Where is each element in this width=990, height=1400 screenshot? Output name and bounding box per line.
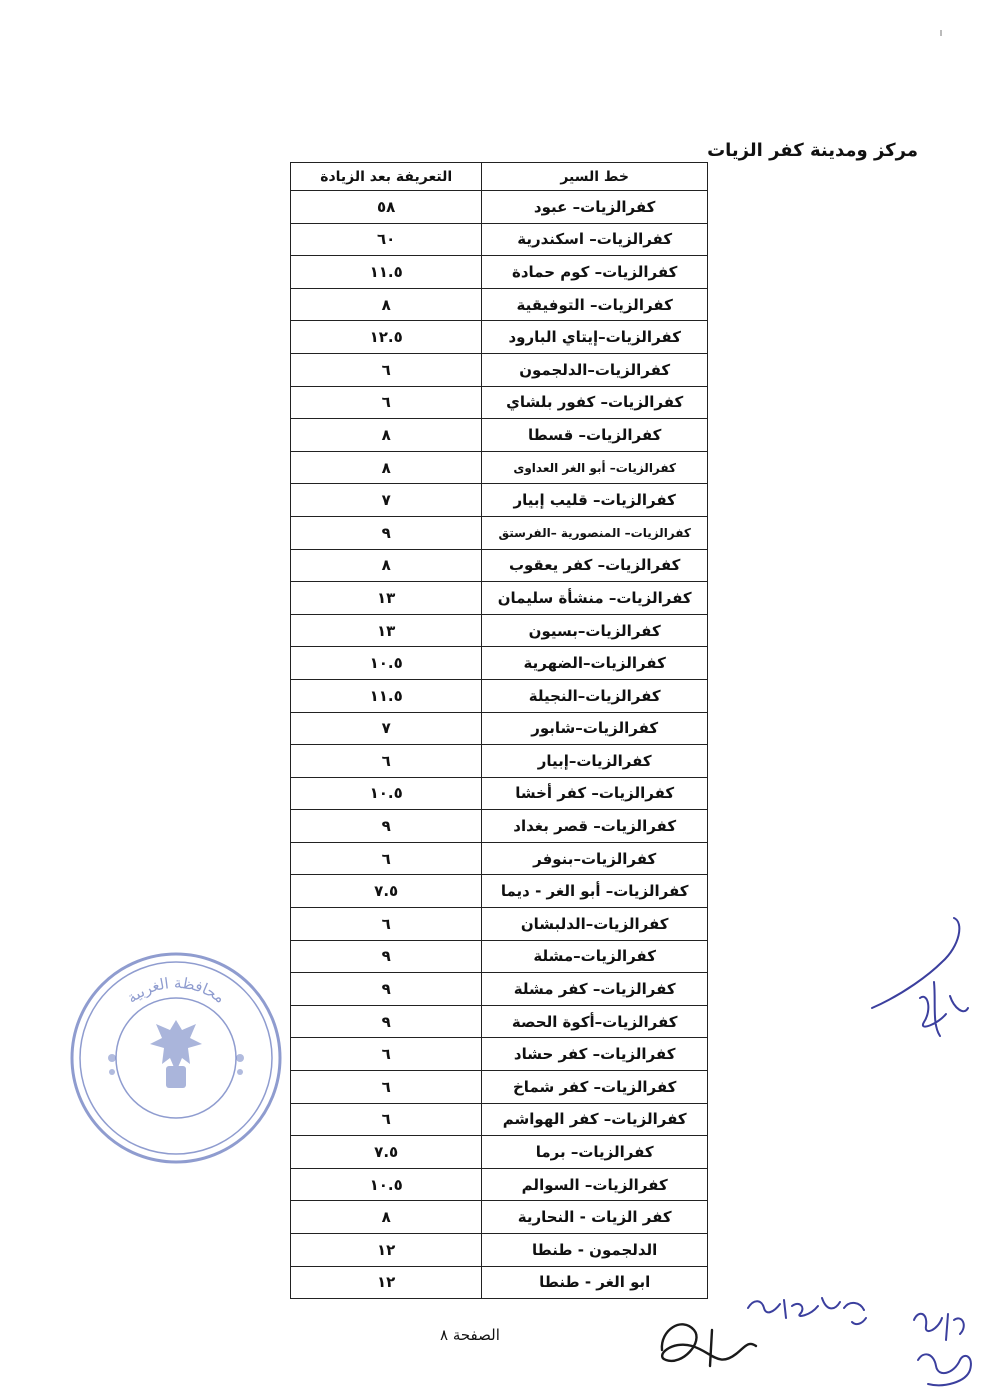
table-row — [291, 1071, 708, 1104]
fare-cell: ١١.٥ — [291, 256, 482, 289]
route-cell: كفرالزيات– قسطا — [482, 419, 708, 452]
table-row — [291, 1201, 708, 1234]
table-row — [291, 419, 708, 452]
route-cell: كفرالزيات– عبود — [482, 191, 708, 224]
table-row — [291, 321, 708, 354]
svg-text:محافظة الغربية: محافظة الغربية — [123, 973, 229, 1007]
table-row — [291, 875, 708, 908]
fare-cell: ٦ — [291, 386, 482, 419]
table-row — [291, 353, 708, 386]
table-row — [291, 973, 708, 1006]
signature-right — [864, 912, 974, 1042]
route-cell: كفرالزيات–بنوفر — [482, 842, 708, 875]
fare-cell: ٨ — [291, 1201, 482, 1234]
fare-cell: ١٠.٥ — [291, 777, 482, 810]
fare-cell: ٧ — [291, 712, 482, 745]
fare-cell: ١٢.٥ — [291, 321, 482, 354]
route-cell: كفرالزيات– كفر مشلة — [482, 973, 708, 1006]
route-cell: ابو الغر - طنطا — [482, 1266, 708, 1299]
fare-cell: ١٠.٥ — [291, 647, 482, 680]
fare-cell: ٧.٥ — [291, 1136, 482, 1169]
table-row — [291, 288, 708, 321]
fare-cell: ٦ — [291, 745, 482, 778]
table-header-row — [291, 163, 708, 191]
route-cell: كفرالزيات– اسكندرية — [482, 223, 708, 256]
fare-cell: ٩ — [291, 810, 482, 843]
table-row — [291, 712, 708, 745]
table-row — [291, 1136, 708, 1169]
route-cell: كفرالزيات– التوفيقية — [482, 288, 708, 321]
route-cell: كفرالزيات– كفر حشاد — [482, 1038, 708, 1071]
fare-cell: ٩ — [291, 940, 482, 973]
table-row — [291, 223, 708, 256]
route-cell: الدلجمون - طنطا — [482, 1234, 708, 1267]
route-cell: كفرالزيات– كفور بلشاي — [482, 386, 708, 419]
table-row — [291, 777, 708, 810]
route-cell: كفرالزيات–إيتاي البارود — [482, 321, 708, 354]
route-cell: كفرالزيات–النجيلة — [482, 679, 708, 712]
table-row — [291, 1266, 708, 1299]
signature-bottom-right — [904, 1300, 984, 1395]
fare-cell: ٨ — [291, 288, 482, 321]
fare-cell: ٨ — [291, 419, 482, 452]
route-cell: كفرالزيات–بسيون — [482, 614, 708, 647]
fare-cell: ٥٨ — [291, 191, 482, 224]
route-cell: كفرالزيات– قصر بغداد — [482, 810, 708, 843]
table-row — [291, 582, 708, 615]
signature-bottom-center — [652, 1310, 762, 1380]
fare-cell: ٦ — [291, 908, 482, 941]
table-row — [291, 191, 708, 224]
fare-cell: ١٢ — [291, 1234, 482, 1267]
route-cell: كفر الزيات - النحارية — [482, 1201, 708, 1234]
route-cell: كفرالزيات– منشأة سليمان — [482, 582, 708, 615]
table-row — [291, 549, 708, 582]
official-seal-stamp — [66, 948, 286, 1168]
route-cell: كفرالزيات–أكوة الحصة — [482, 1005, 708, 1038]
fare-cell: ٩ — [291, 1005, 482, 1038]
table-row — [291, 745, 708, 778]
fare-cell: ٨ — [291, 451, 482, 484]
table-row — [291, 908, 708, 941]
page-heading: مركز ومدينة كفر الزيات — [707, 140, 918, 161]
fare-cell: ١٠.٥ — [291, 1168, 482, 1201]
page-number: الصفحة ٨ — [440, 1326, 500, 1344]
fare-cell: ١٢ — [291, 1266, 482, 1299]
fare-cell: ١١.٥ — [291, 679, 482, 712]
fare-cell: ١٣ — [291, 582, 482, 615]
route-cell: كفرالزيات– برما — [482, 1136, 708, 1169]
fare-cell: ٦ — [291, 842, 482, 875]
route-cell: كفرالزيات– كفر أخشا — [482, 777, 708, 810]
route-cell: كفرالزيات–الدلبشان — [482, 908, 708, 941]
table-row — [291, 940, 708, 973]
route-cell: كفرالزيات– أبو الغر - ديما — [482, 875, 708, 908]
table-row — [291, 256, 708, 289]
route-cell: كفرالزيات–الدلجمون — [482, 353, 708, 386]
table-row — [291, 614, 708, 647]
fare-table — [290, 162, 708, 1299]
route-cell: كفرالزيات–الضهرية — [482, 647, 708, 680]
table-row — [291, 451, 708, 484]
scan-mark — [940, 30, 942, 36]
fare-cell: ٦٠ — [291, 223, 482, 256]
route-cell: كفرالزيات– قليب إبيار — [482, 484, 708, 517]
table-row — [291, 516, 708, 549]
fare-cell: ٦ — [291, 1071, 482, 1104]
table-row — [291, 1005, 708, 1038]
table-row — [291, 842, 708, 875]
header-route: خط السير — [482, 163, 708, 191]
route-cell: كفرالزيات– كوم حمادة — [482, 256, 708, 289]
route-cell: كفرالزيات– كفر الهواشم — [482, 1103, 708, 1136]
table-row — [291, 386, 708, 419]
fare-cell: ٨ — [291, 549, 482, 582]
table-row — [291, 647, 708, 680]
table-row — [291, 1234, 708, 1267]
route-cell: كفرالزيات– المنصورية –الفرستق — [482, 516, 708, 549]
route-cell: كفرالزيات– كفر يعقوب — [482, 549, 708, 582]
route-cell: كفرالزيات– السوالم — [482, 1168, 708, 1201]
header-fare: التعريفة بعد الزيادة — [291, 163, 482, 191]
fare-cell: ٦ — [291, 1038, 482, 1071]
fare-cell: ٩ — [291, 973, 482, 1006]
fare-cell: ٦ — [291, 353, 482, 386]
route-cell: كفرالزيات– أبو الغر العداوى — [482, 451, 708, 484]
fare-cell: ٧ — [291, 484, 482, 517]
fare-cell: ٩ — [291, 516, 482, 549]
route-cell: كفرالزيات–إبيار — [482, 745, 708, 778]
fare-cell: ٧.٥ — [291, 875, 482, 908]
route-cell: كفرالزيات–مشلة — [482, 940, 708, 973]
fare-cell: ١٣ — [291, 614, 482, 647]
table-row — [291, 484, 708, 517]
fare-cell: ٦ — [291, 1103, 482, 1136]
table-row — [291, 1168, 708, 1201]
route-cell: كفرالزيات–شابور — [482, 712, 708, 745]
table-row — [291, 810, 708, 843]
table-row — [291, 1103, 708, 1136]
table-row — [291, 679, 708, 712]
table-row — [291, 1038, 708, 1071]
fare-table-body — [291, 191, 708, 1299]
route-cell: كفرالزيات– كفر شماخ — [482, 1071, 708, 1104]
